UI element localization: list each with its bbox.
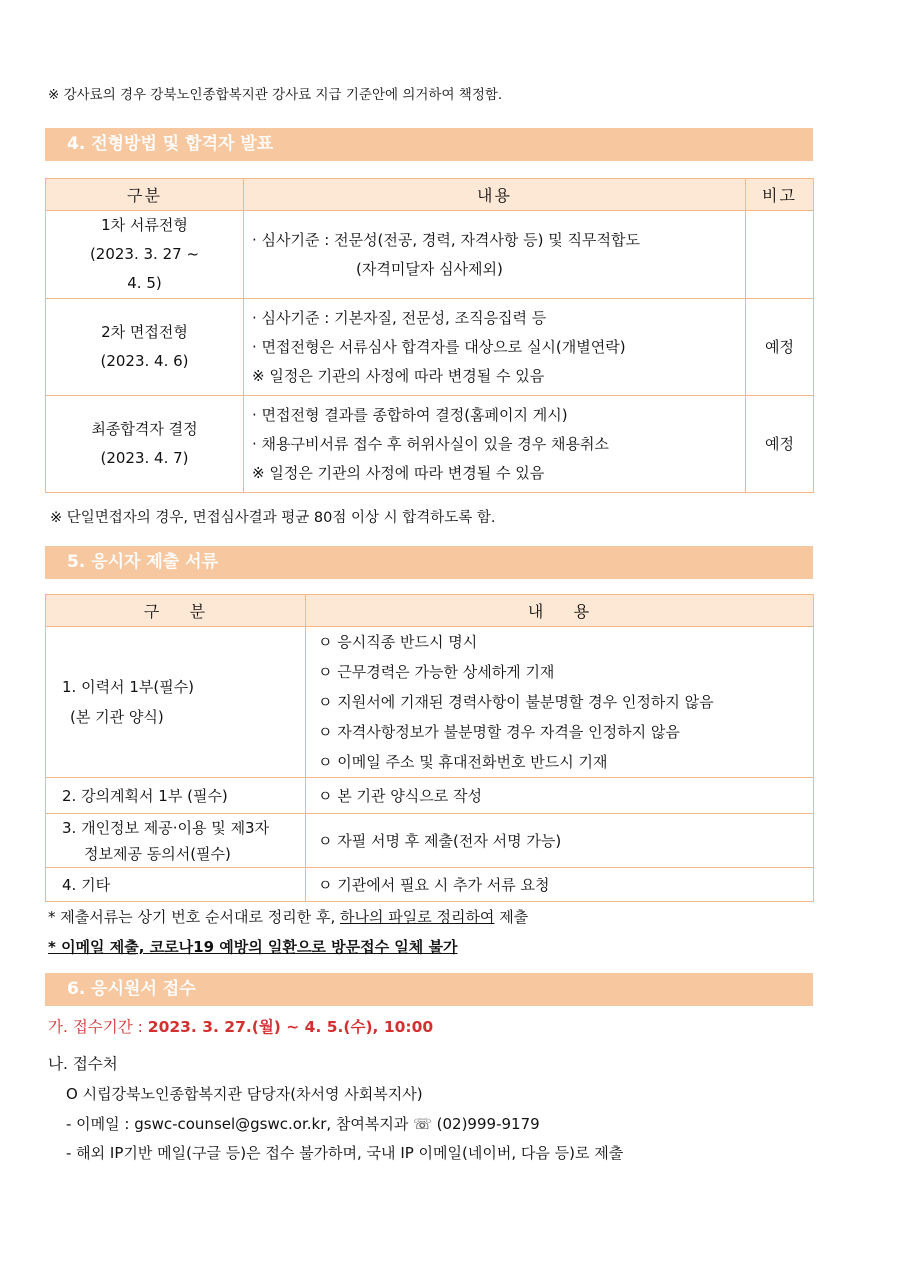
lecture-fee-note: ※ 강사료의 경우 강북노인종합복지관 강사료 지급 기준안에 의거하여 책정함.	[48, 87, 503, 103]
submission-order-note	[48, 906, 528, 927]
stage-date: (2023. 4. 6)	[100, 352, 189, 370]
header-content: 내용	[244, 179, 746, 211]
stage-name: 1차 서류전형	[101, 216, 188, 234]
section-6-title: 6. 응시원서 접수	[45, 973, 813, 1006]
requirement-item: ㅇ 자필 서명 후 제출(전자 서명 가능)	[318, 831, 562, 850]
stage-name: 2차 면접전형	[101, 323, 188, 341]
place-label: 나. 접수처	[48, 1055, 118, 1073]
overseas-ip-note: - 해외 IP기반 메일(구글 등)은 접수 불가하며, 국내 IP 이메일(네이버, 다음 등)로 제출	[66, 1144, 624, 1162]
document-name: 3. 개인정보 제공·이용 및 제3자	[62, 818, 270, 837]
contact-person: O 시립강북노인종합복지관 담당자(차서영 사회복지사)	[66, 1085, 423, 1103]
stage-date: (2023. 3. 27 ~	[89, 245, 200, 263]
criteria-line: · 심사기준 : 전문성(전공, 경력, 자격사항 등) 및 직무적합도	[252, 230, 640, 249]
email-only-note: * 이메일 제출, 코로나19 예방의 일환으로 방문접수 일체 불가	[48, 938, 458, 956]
document-detail: (본 기관 양식)	[70, 708, 164, 726]
documents-table	[45, 594, 814, 902]
requirement-item: ㅇ 본 기관 양식으로 작성	[318, 786, 482, 805]
header-content: 내 용	[306, 595, 814, 627]
stage-name: 최종합격자 결정	[91, 420, 198, 438]
criteria-line: · 채용구비서류 접수 후 허위사실이 있을 경우 채용취소	[252, 434, 609, 453]
section-5-title: 5. 응시자 제출 서류	[45, 546, 813, 579]
period-label: 가. 접수기간 :	[48, 1018, 148, 1036]
requirement-item: ㅇ 이메일 주소 및 휴대전화번호 반드시 기재	[318, 753, 608, 771]
criteria-line: ※ 일정은 기관의 사정에 따라 변경될 수 있음	[252, 366, 545, 385]
header-category: 구 분	[46, 595, 306, 627]
contact-email: - 이메일 : gswc-counsel@gswc.or.kr, 참여복지과 ☏ (02)999-9179	[66, 1115, 540, 1133]
period-value: 2023. 3. 27.(월) ~ 4. 5.(수), 10:00	[147, 1018, 434, 1036]
single-interviewee-note: ※ 단일면접자의 경우, 면접심사결과 평균 80점 이상 시 합격하도록 함.	[50, 510, 496, 526]
requirement-item: ㅇ 근무경력은 가능한 상세하게 기재	[318, 663, 555, 681]
criteria-line: · 심사기준 : 기본자질, 전문성, 조직응집력 등	[252, 308, 547, 327]
note-text: 제출	[494, 908, 529, 926]
requirement-item: ㅇ 지원서에 기재된 경력사항이 불분명할 경우 인정하지 않음	[318, 693, 714, 711]
remark-cell	[746, 211, 814, 299]
document-detail: 정보제공 동의서(필수)	[84, 844, 231, 863]
criteria-line: ※ 일정은 기관의 사정에 따라 변경될 수 있음	[252, 463, 545, 482]
application-period	[48, 1015, 433, 1037]
criteria-line: (자격미달자 심사제외)	[356, 259, 503, 278]
stage-date: (2023. 4. 7)	[100, 449, 189, 467]
table-row	[46, 396, 814, 493]
table-row	[46, 778, 814, 814]
table-row	[46, 627, 814, 778]
requirement-item: ㅇ 기관에서 필요 시 추가 서류 요청	[318, 875, 550, 894]
requirement-item: ㅇ 응시직종 반드시 명시	[318, 633, 478, 651]
header-remark: 비고	[746, 179, 814, 211]
table-row	[46, 299, 814, 396]
note-underlined-text: 하나의 파일로 정리하여	[339, 908, 495, 926]
criteria-line: · 면접전형은 서류심사 합격자를 대상으로 실시(개별연락)	[252, 337, 626, 356]
header-category: 구분	[46, 179, 244, 211]
section-4-title: 4. 전형방법 및 합격자 발표	[45, 128, 813, 161]
document-name: 2. 강의계획서 1부 (필수)	[62, 786, 228, 805]
document-name: 4. 기타	[62, 875, 111, 894]
table-row	[46, 868, 814, 902]
remark-cell: 예정	[746, 299, 814, 396]
stage-date: 4. 5)	[127, 274, 162, 292]
remark-cell: 예정	[746, 396, 814, 493]
selection-method-table	[45, 178, 814, 493]
table-row	[46, 211, 814, 299]
note-text: * 제출서류는 상기 번호 순서대로 정리한 후,	[48, 908, 340, 926]
document-name: 1. 이력서 1부(필수)	[62, 678, 195, 696]
table-row	[46, 814, 814, 868]
requirement-item: ㅇ 자격사항정보가 불분명할 경우 자격을 인정하지 않음	[318, 723, 680, 741]
criteria-line: · 면접전형 결과를 종합하여 결정(홈페이지 게시)	[252, 405, 568, 424]
